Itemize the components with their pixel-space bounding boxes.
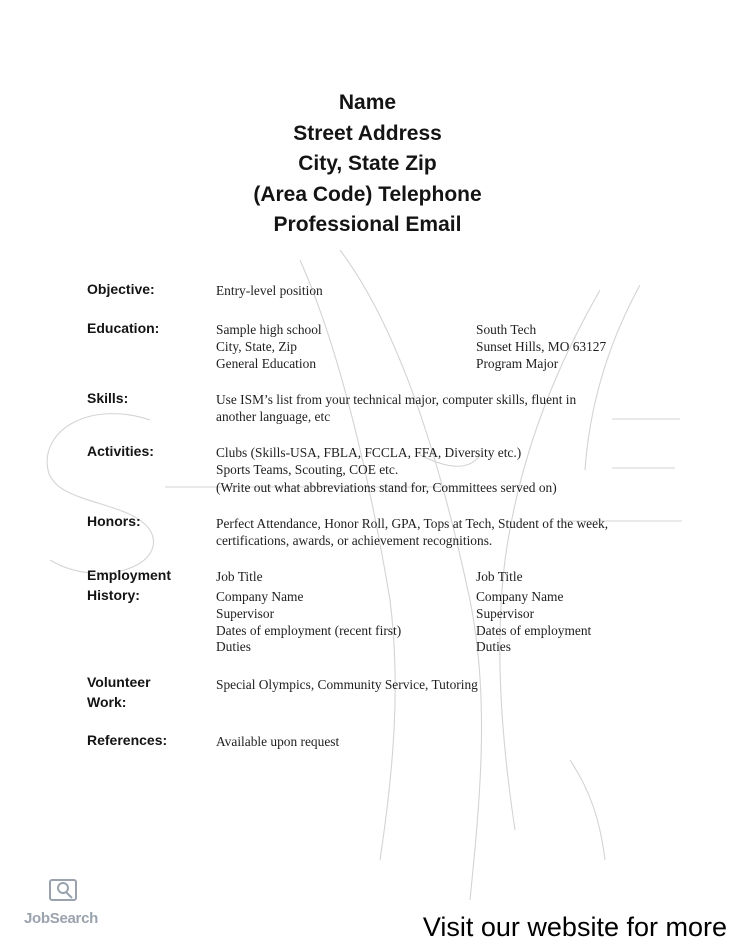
employment-right-line: Duties: [476, 639, 511, 654]
education-right-line: Program Major: [476, 356, 559, 371]
activities-line: (Write out what abbreviations stand for, Committees served on): [216, 480, 557, 495]
education-right-line: Sunset Hills, MO 63127: [476, 339, 607, 354]
activities-line: Clubs (Skills-USA, FBLA, FCCLA, FFA, Diversity etc.): [216, 445, 522, 460]
employment-left-line: Supervisor: [216, 606, 275, 621]
work-label: Work:: [87, 694, 127, 710]
employment-right-line: Supervisor: [476, 606, 535, 621]
references-label: References:: [87, 732, 168, 748]
street-address-heading: Street Address: [293, 121, 442, 145]
name-heading: Name: [338, 91, 397, 114]
honors-label: Honors:: [87, 513, 141, 529]
activities-label: Activities:: [87, 443, 154, 459]
employment-left-line: Duties: [216, 639, 251, 654]
objective-text: Entry-level position: [216, 283, 323, 298]
skills-label: Skills:: [87, 390, 129, 406]
skills-line: Use ISM’s list from your technical major, computer skills, fluent in: [216, 392, 577, 407]
honors-line: Perfect Attendance, Honor Roll, GPA, Tops at Tech, Student of the week,: [216, 516, 609, 531]
employment-right-line: Job Title: [476, 569, 523, 584]
visit-website-banner[interactable]: Visit our website for more: [422, 912, 727, 942]
city-state-zip-heading: City, State Zip: [298, 152, 437, 175]
education-left-line: Sample high school: [216, 322, 322, 337]
employment-left-line: Dates of employment (recent first): [216, 623, 402, 638]
volunteer-label: Volunteer: [87, 674, 151, 690]
telephone-heading: (Area Code) Telephone: [253, 182, 482, 206]
education-left-line: City, State, Zip: [216, 339, 297, 354]
education-left-line: General Education: [216, 356, 317, 371]
references-text: Available upon request: [216, 734, 340, 749]
email-heading: Professional Email: [273, 213, 462, 236]
employment-label: Employment: [87, 567, 172, 583]
activities-line: Sports Teams, Scouting, COE etc.: [216, 462, 399, 477]
skills-line: another language, etc: [216, 409, 331, 424]
employment-right-line: Company Name: [476, 589, 564, 604]
employment-right-line: Dates of employment: [476, 623, 592, 638]
volunteer-text: Special Olympics, Community Service, Tutoring: [216, 677, 478, 692]
honors-line: certifications, awards, or achievement recognitions.: [216, 533, 493, 548]
logo-text: JobSearch: [24, 910, 98, 927]
objective-label: Objective:: [87, 281, 155, 297]
education-label: Education:: [87, 320, 160, 336]
history-label: History:: [87, 587, 140, 603]
resume-header: [0, 88, 735, 241]
employment-left-line: Company Name: [216, 589, 304, 604]
education-right-line: South Tech: [476, 322, 537, 337]
employment-left-line: Job Title: [216, 569, 263, 584]
